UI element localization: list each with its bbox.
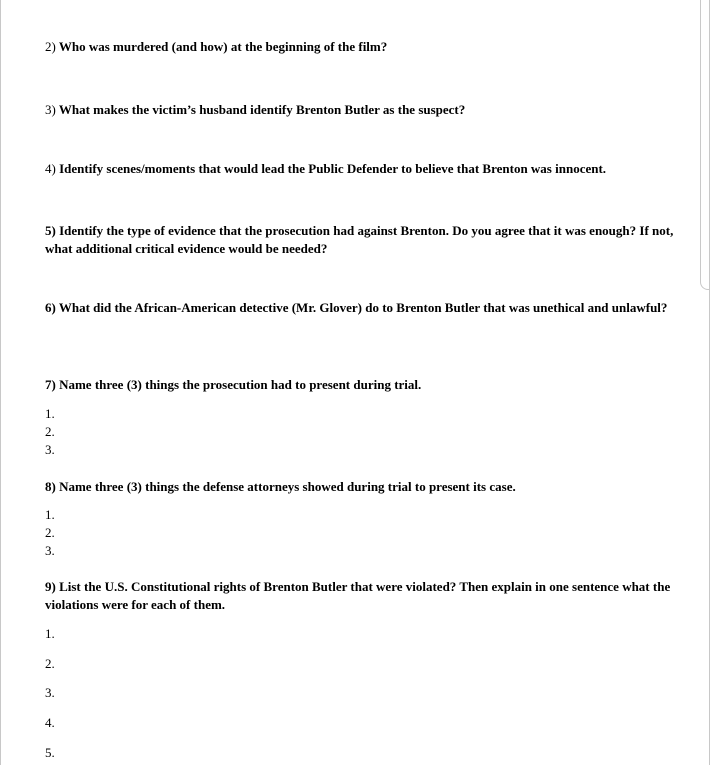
question-6: 6) What did the African-American detective (Mr. Glover) do to Brenton Butler that was unethical and unlawful? [45,300,668,315]
question-4-number: 4) [45,161,56,176]
q9-list-item: 2. [45,656,55,671]
q7-list-item: 2. [45,424,55,439]
question-4 [45,160,606,178]
question-9: 9) List the U.S. Constitutional rights of Brenton Butler that were violated? Then explain in one sentence what the violations were for each of them. [45,579,671,612]
q9-list-item: 1. [45,626,55,641]
q8-list-item: 2. [45,525,55,540]
q9-list-item: 5. [45,745,55,760]
q7-list-item: 1. [45,406,55,421]
question-2-text: Who was murdered (and how) at the beginning of the film? [58,39,388,54]
question-2 [45,38,387,56]
question-5: 5) Identify the type of evidence that the prosecution had against Brenton. Do you agree that it was enough? If not, what additional critical evidence would be needed? [45,223,674,256]
scrollbar-edge[interactable] [700,0,709,290]
question-2-number: 2) [45,39,56,54]
q8-list-item: 3. [45,543,55,558]
q9-list-item: 4. [45,715,55,730]
q7-list-item: 3. [45,442,55,457]
question-4-text: Identify scenes/moments that would lead the Public Defender to believe that Brenton was innocent. [59,161,607,176]
question-3-text: What makes the victim’s husband identify Brenton Butler as the suspect? [58,102,466,117]
question-3 [45,101,465,119]
q9-list-item: 3. [45,685,55,700]
question-7: 7) Name three (3) things the prosecution had to present during trial. [45,377,422,392]
q8-list-item: 1. [45,507,55,522]
question-8: 8) Name three (3) things the defense attorneys showed during trial to present its case. [45,479,516,494]
question-3-number: 3) [45,102,56,117]
